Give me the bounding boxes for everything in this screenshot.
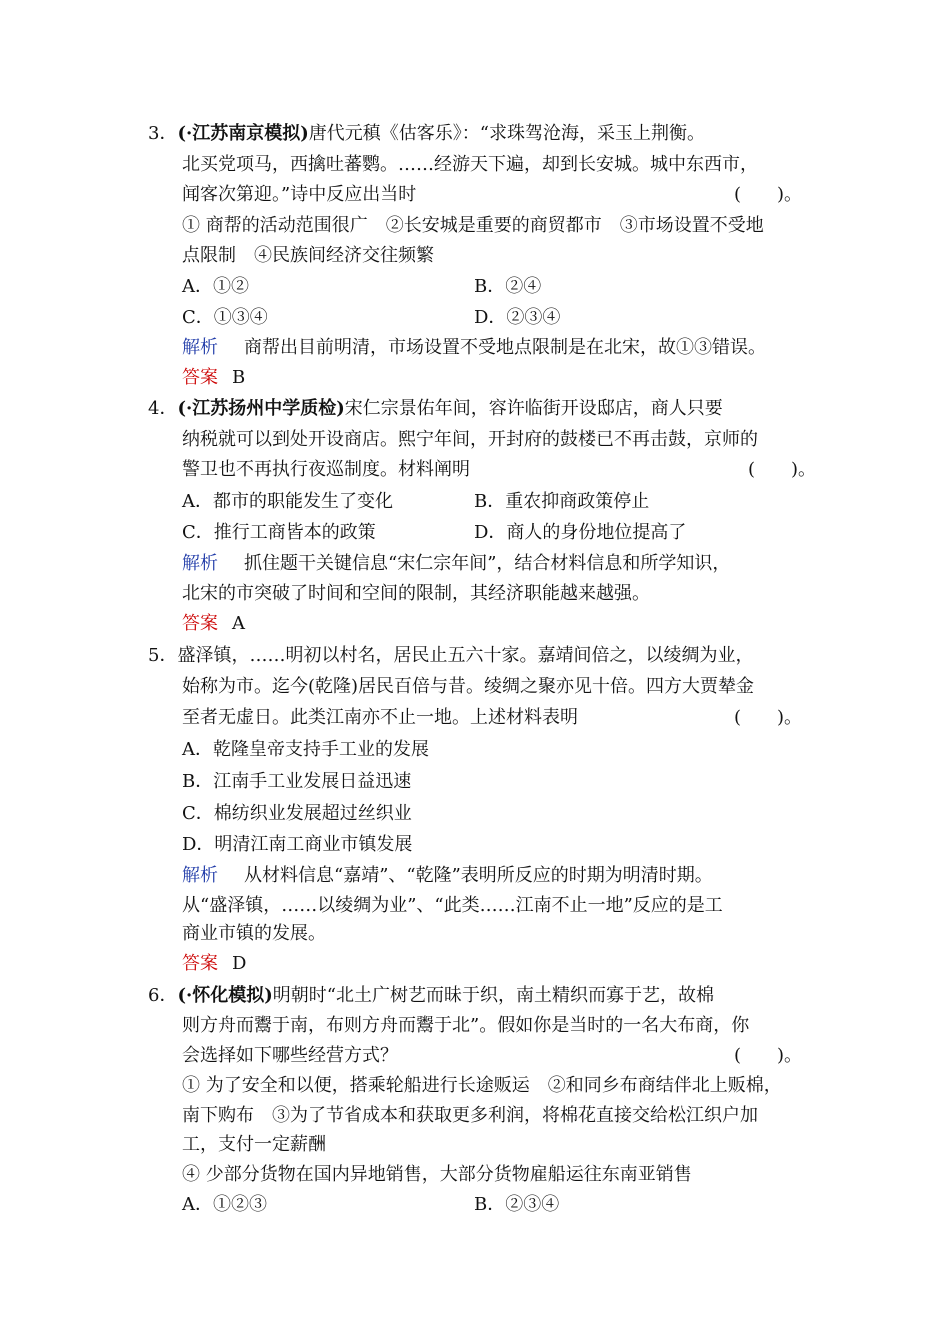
answer-label: 答案 [182,953,218,974]
analysis-text: 抓住题干关键信息“宋仁宗年间”，结合材料信息和所学知识， [244,553,731,574]
analysis-line-3: 商业市镇的发展。 [182,923,326,944]
question-number: 3． [148,123,178,144]
answer-value: B [232,367,246,388]
question-3-statements-2: 点限制 ④民族间经济交往频繁 [182,245,434,266]
question-4-line-3: 警卫也不再执行夜巡制度。材料阐明 [182,459,470,480]
option-d: D．商人的身份地位提高了 [474,522,687,543]
option-c: C．推行工商皆本的政策 [182,522,376,543]
analysis-label: 解析 [182,553,218,574]
option-b: B．②④ [474,276,542,297]
question-text: 唐代元稹《估客乐》：“求珠驾沧海，采玉上荆衡。 [308,123,705,144]
question-6-statements-2: 南下购布 ③为了节省成本和获取更多利润，将棉花直接交给松江织户加 [182,1105,758,1126]
analysis-line [182,864,713,888]
question-6-line-1 [148,984,714,1008]
analysis-label: 解析 [182,865,218,886]
question-source: (·怀化模拟) [177,985,273,1006]
question-text: 宋仁宗景佑年间，容许临街开设邸店，商人只要 [344,398,723,419]
answer-value: D [232,953,247,974]
question-6-statements-3: 工，支付一定薪酬 [182,1134,326,1155]
question-3-line-1 [148,122,705,146]
question-3-line-3: 闻客次第迎。”诗中反应出当时 [182,184,417,205]
option-c: C．①③④ [182,307,268,328]
option-b: B．江南手工业发展日益迅速 [182,771,412,792]
option-a: A．都市的职能发生了变化 [182,491,393,512]
option-a: A．乾隆皇帝支持手工业的发展 [182,739,429,760]
question-text: 盛泽镇，……明初以村名，居民止五六十家。嘉靖间倍之，以绫绸为业， [177,645,754,666]
question-4-line-2: 纳税就可以到处开设商店。熙宁年间，开封府的鼓楼已不再击鼓，京师的 [182,429,758,450]
option-a: A．①②③ [182,1194,267,1215]
answer-label: 答案 [182,613,218,634]
answer-label: 答案 [182,367,218,388]
option-b: B．②③④ [474,1194,560,1215]
analysis-text: 从材料信息“嘉靖”、“乾隆”表明所反应的时期为明清时期。 [244,865,713,886]
option-a: A．①② [182,276,249,297]
analysis-text: 商帮出目前明清，市场设置不受地点限制是在北宋，故①③错误。 [244,337,766,358]
question-number: 5． [148,645,178,666]
option-d: D．明清江南工商业市镇发展 [182,834,413,855]
answer-blank: ( )。 [734,184,803,205]
question-3-line-2: 北买党项马，西擒吐蕃鹦。……经游天下遍，却到长安城。城中东西市， [182,154,758,175]
answer-line [182,366,245,390]
answer-value: A [232,613,245,634]
question-number: 4． [148,398,178,419]
analysis-line-2: 北宋的市突破了时间和空间的限制，其经济职能越来越强。 [182,583,650,604]
question-5-line-2: 始称为市。迄今(乾隆)居民百倍与昔。绫绸之聚亦见十倍。四方大贾辇金 [182,676,755,697]
answer-line [182,612,245,636]
answer-blank: ( )。 [734,1045,803,1066]
option-b: B．重农抑商政策停止 [474,491,650,512]
question-6-statements-4: ④ 少部分货物在国内异地销售，大部分货物雇船运往东南亚销售 [182,1164,692,1185]
question-5-line-1 [148,644,753,668]
analysis-line [182,336,766,360]
question-5-line-3: 至者无虚日。此类江南亦不止一地。上述材料表明 [182,707,578,728]
option-c: C．棉纺织业发展超过丝织业 [182,803,412,824]
question-3-statements-1: ① 商帮的活动范围很广 ②长安城是重要的商贸都市 ③市场设置不受地 [182,215,764,236]
analysis-label: 解析 [182,337,218,358]
question-6-statements-1: ① 为了安全和以便，搭乘轮船进行长途贩运 ②和同乡布商结伴北上贩棉， [182,1075,782,1096]
question-source: (·江苏南京模拟) [177,123,309,144]
question-4-line-1 [148,397,723,421]
answer-line [182,952,246,976]
question-6-line-3: 会选择如下哪些经营方式？ [182,1045,398,1066]
answer-blank: ( )。 [748,459,817,480]
option-d: D．②③④ [474,307,561,328]
question-6-line-2: 则方舟而鬻于南，布则方舟而鬻于北”。假如你是当时的一名大布商，你 [182,1015,750,1036]
question-number: 6． [148,985,178,1006]
answer-blank: ( )。 [734,707,803,728]
analysis-line-2: 从“盛泽镇，……以绫绸为业”、“此类……江南不止一地”反应的是工 [182,895,723,916]
question-source: (·江苏扬州中学质检) [177,398,345,419]
analysis-line [182,552,730,576]
question-text: 明朝时“北土广树艺而昧于织，南土精织而寡于艺，故棉 [272,985,714,1006]
